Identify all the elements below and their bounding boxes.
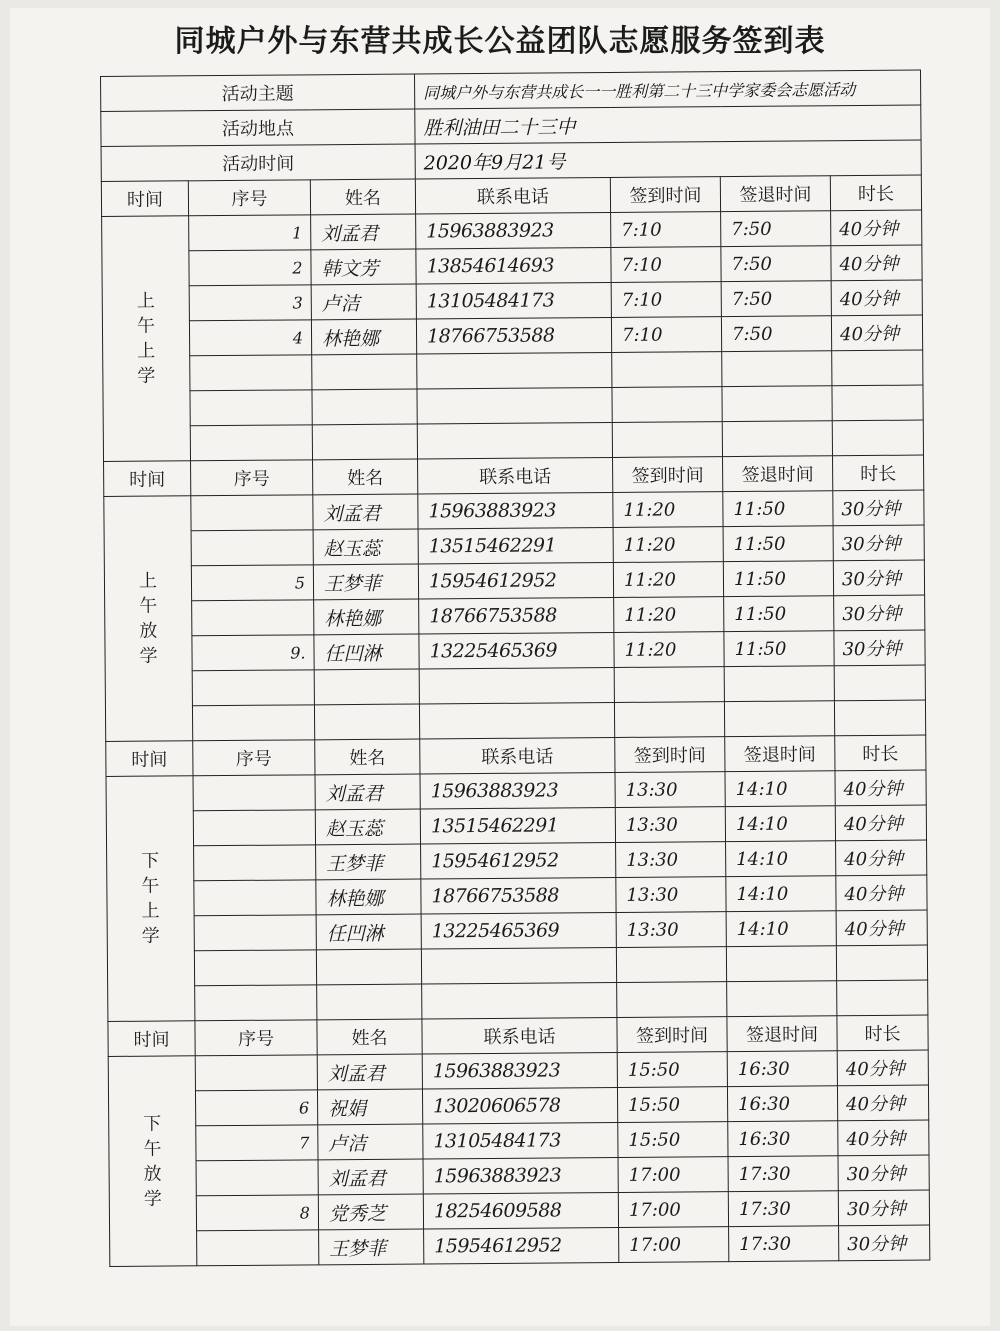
header-name: 姓名 (310, 179, 415, 215)
cell-name: 任凹淋 (314, 634, 419, 670)
cell-duration (834, 700, 925, 736)
cell-phone: 15954612952 (418, 562, 613, 599)
header-duration: 时长 (830, 175, 921, 211)
cell-phone: 15963883923 (418, 492, 613, 529)
cell-seq: 6 (195, 1090, 317, 1126)
cell-checkout: 17:30 (728, 1191, 838, 1227)
cell-duration: 30分钟 (839, 1225, 930, 1261)
cell-checkout: 7:50 (721, 246, 831, 282)
cell-name: 刘孟君 (315, 774, 420, 810)
cell-checkout: 7:50 (721, 316, 831, 352)
cell-duration: 40分钟 (837, 1085, 928, 1121)
cell-checkin (612, 422, 722, 458)
cell-duration: 40分钟 (831, 245, 922, 281)
header-name: 姓名 (315, 739, 420, 775)
cell-name: 党秀芝 (318, 1194, 423, 1230)
header-duration: 时长 (833, 455, 924, 491)
header-seq: 序号 (188, 180, 310, 216)
cell-checkout: 14:10 (725, 771, 835, 807)
section-label-text: 下午放学 (143, 1113, 162, 1210)
header-phone: 联系电话 (420, 737, 615, 774)
cell-phone: 15963883923 (420, 772, 615, 809)
cell-duration: 30分钟 (834, 630, 925, 666)
cell-phone (421, 947, 616, 984)
cell-name: 林艳娜 (316, 879, 421, 915)
cell-seq (196, 1160, 318, 1196)
cell-seq (195, 1055, 317, 1091)
cell-seq: 9. (192, 635, 314, 671)
cell-seq (194, 915, 316, 951)
cell-name (314, 704, 419, 740)
cell-duration: 30分钟 (834, 595, 925, 631)
cell-phone: 13105484173 (416, 282, 611, 319)
cell-seq (192, 705, 314, 741)
cell-checkin: 15:50 (617, 1087, 727, 1123)
cell-name: 林艳娜 (311, 319, 416, 355)
cell-seq: 5 (191, 565, 313, 601)
cell-seq (193, 810, 315, 846)
section-label (104, 496, 193, 742)
cell-name: 任凹淋 (316, 914, 421, 950)
cell-checkout: 16:30 (728, 1121, 838, 1157)
cell-name: 刘孟君 (313, 494, 418, 530)
cell-duration: 40分钟 (838, 1120, 929, 1156)
header-time: 时间 (104, 461, 191, 497)
cell-checkin: 11:20 (613, 527, 723, 563)
cell-seq (190, 390, 312, 426)
cell-checkout: 11:50 (724, 631, 834, 667)
cell-checkin (617, 982, 727, 1018)
cell-checkout: 11:50 (723, 526, 833, 562)
header-checkin: 签到时间 (613, 457, 723, 493)
cell-phone (417, 352, 612, 389)
header-time: 时间 (108, 1021, 195, 1057)
cell-name: 王梦菲 (316, 844, 421, 880)
header-checkin: 签到时间 (615, 737, 725, 773)
cell-phone: 15963883923 (416, 212, 611, 249)
cell-checkout: 7:50 (721, 211, 831, 247)
cell-name (312, 424, 417, 460)
cell-phone (419, 702, 614, 739)
cell-checkin: 7:10 (611, 317, 721, 353)
header-phone: 联系电话 (415, 177, 610, 214)
theme-value: 同城户外与东营共成长一一胜利第二十三中学家委会志愿活动 (415, 70, 921, 109)
cell-duration: 30分钟 (833, 490, 924, 526)
cell-checkout (722, 421, 832, 457)
time-label: 活动时间 (101, 144, 415, 181)
cell-seq (190, 355, 312, 391)
cell-seq: 7 (196, 1125, 318, 1161)
cell-name (317, 984, 422, 1020)
page-title: 同城户外与东营共成长公益团队志愿服务签到表 (174, 24, 826, 59)
cell-checkin: 13:30 (615, 807, 725, 843)
cell-checkout: 14:10 (725, 806, 835, 842)
cell-checkout: 11:50 (723, 491, 833, 527)
header-phone: 联系电话 (422, 1017, 617, 1054)
cell-duration: 40分钟 (831, 280, 922, 316)
cell-name: 赵玉蕊 (315, 809, 420, 845)
cell-seq (190, 425, 312, 461)
cell-duration: 40分钟 (836, 910, 927, 946)
cell-duration: 30分钟 (833, 560, 924, 596)
cell-checkin: 7:10 (611, 212, 721, 248)
cell-checkin (616, 947, 726, 983)
cell-phone: 18766753588 (421, 877, 616, 914)
cell-name: 卢洁 (311, 284, 416, 320)
cell-checkout (724, 701, 834, 737)
cell-duration (837, 980, 928, 1016)
cell-phone: 15954612952 (421, 842, 616, 879)
cell-seq (195, 985, 317, 1021)
cell-duration (832, 385, 923, 421)
header-checkout: 签退时间 (720, 176, 830, 212)
section-label-text: 上午上学 (136, 290, 156, 387)
cell-checkin: 13:30 (616, 842, 726, 878)
cell-phone: 18254609588 (423, 1192, 618, 1229)
cell-checkout: 11:50 (723, 561, 833, 597)
cell-checkout: 11:50 (724, 596, 834, 632)
cell-phone: 13225465369 (419, 632, 614, 669)
header-checkin: 签到时间 (610, 177, 720, 213)
theme-label: 活动主题 (101, 74, 415, 111)
header-seq: 序号 (191, 460, 313, 496)
cell-checkout: 7:50 (721, 281, 831, 317)
cell-duration (832, 350, 923, 386)
cell-name: 王梦菲 (313, 564, 418, 600)
cell-checkin (612, 387, 722, 423)
cell-checkin: 11:20 (613, 492, 723, 528)
cell-duration (832, 420, 923, 456)
cell-duration: 40分钟 (835, 770, 926, 806)
cell-phone: 15954612952 (424, 1227, 619, 1264)
cell-checkin: 11:20 (613, 562, 723, 598)
cell-checkin: 7:10 (611, 247, 721, 283)
cell-duration: 40分钟 (831, 315, 922, 351)
cell-seq: 8 (196, 1195, 318, 1231)
cell-name: 林艳娜 (314, 599, 419, 635)
cell-phone (422, 982, 617, 1019)
cell-checkout: 14:10 (726, 911, 836, 947)
cell-phone: 13020606578 (422, 1087, 617, 1124)
header-name: 姓名 (317, 1019, 422, 1055)
cell-seq: 4 (189, 320, 311, 356)
cell-phone: 18766753588 (416, 317, 611, 354)
header-checkin: 签到时间 (617, 1017, 727, 1053)
cell-name: 赵玉蕊 (313, 529, 418, 565)
cell-seq (193, 775, 315, 811)
cell-phone (419, 667, 614, 704)
cell-checkin: 15:50 (617, 1052, 727, 1088)
cell-checkin: 13:30 (615, 772, 725, 808)
cell-duration: 30分钟 (833, 525, 924, 561)
cell-name (314, 669, 419, 705)
header-name: 姓名 (313, 459, 418, 495)
cell-checkout (722, 386, 832, 422)
cell-checkout: 17:30 (728, 1156, 838, 1192)
cell-checkin (614, 702, 724, 738)
cell-seq: 3 (189, 285, 311, 321)
cell-duration: 40分钟 (835, 805, 926, 841)
cell-checkout (724, 666, 834, 702)
cell-checkout: 16:30 (727, 1086, 837, 1122)
cell-phone: 15963883923 (422, 1052, 617, 1089)
cell-duration: 30分钟 (838, 1190, 929, 1226)
cell-seq (192, 600, 314, 636)
cell-duration (834, 665, 925, 701)
cell-duration: 40分钟 (836, 840, 927, 876)
cell-checkin (612, 352, 722, 388)
cell-seq (191, 495, 313, 531)
cell-name (312, 389, 417, 425)
table-row (110, 1225, 930, 1266)
cell-phone: 13854614693 (416, 247, 611, 284)
cell-name: 祝娟 (317, 1089, 422, 1125)
cell-checkout: 14:10 (726, 876, 836, 912)
section-label-text: 上午放学 (138, 570, 158, 667)
cell-seq: 2 (189, 250, 311, 286)
cell-checkin: 17:00 (619, 1227, 729, 1263)
cell-checkout: 17:30 (729, 1226, 839, 1262)
cell-checkin (614, 667, 724, 703)
header-seq: 序号 (193, 740, 315, 776)
cell-seq (191, 530, 313, 566)
cell-phone: 13515462291 (418, 527, 613, 564)
header-duration: 时长 (837, 1015, 928, 1051)
cell-duration: 40分钟 (837, 1050, 928, 1086)
cell-checkin: 13:30 (616, 912, 726, 948)
cell-duration: 40分钟 (831, 210, 922, 246)
cell-duration (836, 945, 927, 981)
cell-phone: 13515462291 (420, 807, 615, 844)
header-checkout: 签退时间 (725, 736, 835, 772)
cell-seq (194, 950, 316, 986)
cell-checkin: 13:30 (616, 877, 726, 913)
cell-name: 刘孟君 (317, 1054, 422, 1090)
section-label (108, 1056, 197, 1267)
cell-seq: 1 (189, 215, 311, 251)
place-value: 胜利油田二十三中 (415, 105, 921, 144)
header-time: 时间 (106, 741, 193, 777)
cell-name: 王梦菲 (319, 1229, 424, 1265)
cell-checkin: 17:00 (618, 1192, 728, 1228)
header-phone: 联系电话 (418, 457, 613, 494)
header-duration: 时长 (835, 735, 926, 771)
section-label (106, 776, 195, 1022)
section-label-text: 下午上学 (141, 850, 160, 947)
cell-duration: 40分钟 (836, 875, 927, 911)
cell-checkout: 14:10 (726, 841, 836, 877)
cell-name (312, 354, 417, 390)
header-checkout: 签退时间 (727, 1016, 837, 1052)
cell-checkout (722, 351, 832, 387)
cell-checkout (726, 946, 836, 982)
cell-phone: 13225465369 (421, 912, 616, 949)
place-label: 活动地点 (101, 109, 415, 146)
sign-in-table (100, 70, 930, 1267)
cell-seq (194, 845, 316, 881)
header-time: 时间 (101, 181, 188, 217)
cell-checkin: 17:00 (618, 1157, 728, 1193)
cell-seq (192, 670, 314, 706)
time-value: 2020年9月21号 (415, 140, 921, 179)
section-label (102, 216, 191, 462)
cell-checkout: 16:30 (727, 1051, 837, 1087)
cell-checkin: 11:20 (614, 632, 724, 668)
cell-phone: 13105484173 (423, 1122, 618, 1159)
cell-checkin: 15:50 (618, 1122, 728, 1158)
cell-seq (197, 1230, 319, 1266)
header-seq: 序号 (195, 1020, 317, 1056)
cell-name: 卢洁 (318, 1124, 423, 1160)
cell-phone (417, 387, 612, 424)
cell-checkin: 7:10 (611, 282, 721, 318)
cell-phone: 15963883923 (423, 1157, 618, 1194)
cell-checkout (727, 981, 837, 1017)
cell-name: 韩文芳 (311, 249, 416, 285)
cell-phone (417, 422, 612, 459)
header-checkout: 签退时间 (723, 456, 833, 492)
cell-name (316, 949, 421, 985)
cell-checkin: 11:20 (614, 597, 724, 633)
cell-name: 刘孟君 (311, 214, 416, 250)
cell-phone: 18766753588 (419, 597, 614, 634)
cell-duration: 30分钟 (838, 1155, 929, 1191)
cell-seq (194, 880, 316, 916)
cell-name: 刘孟君 (318, 1159, 423, 1195)
